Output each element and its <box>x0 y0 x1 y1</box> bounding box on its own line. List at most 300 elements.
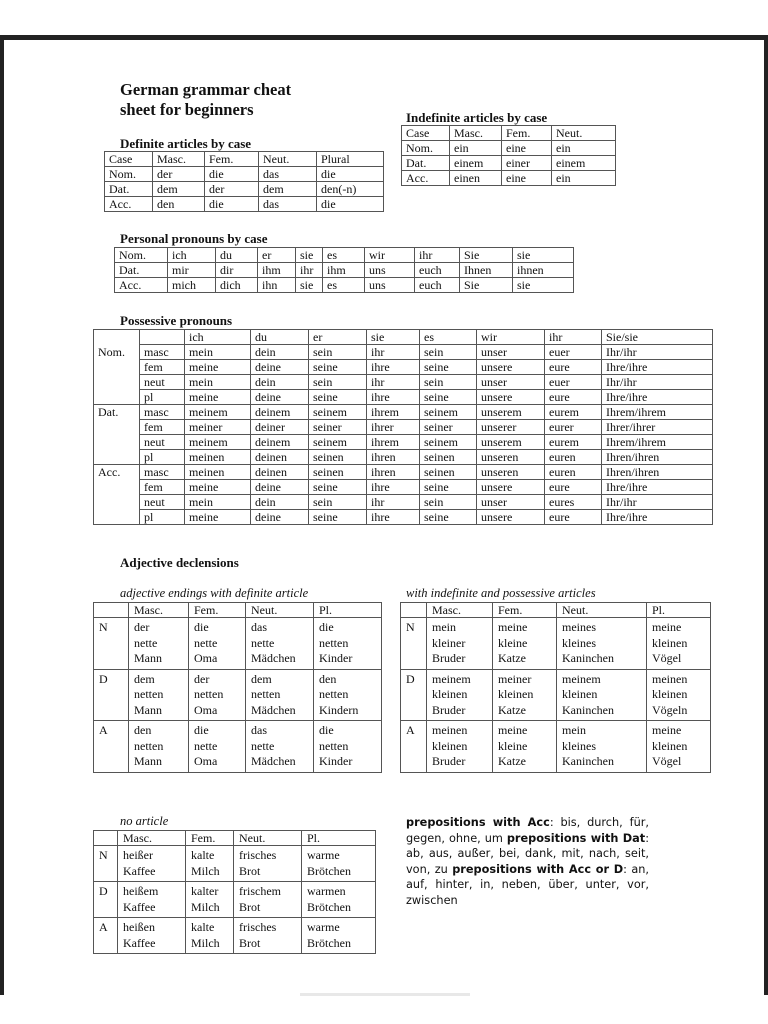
table-cell: Neut. <box>259 152 317 167</box>
table-cell: eures <box>545 495 602 510</box>
prep-dat-label: prepositions with Dat <box>506 831 646 845</box>
table-row <box>402 156 616 171</box>
table-cell <box>94 435 140 450</box>
table-cell: pl <box>140 450 185 465</box>
table-cell: euch <box>415 278 460 293</box>
table-cell <box>186 918 234 954</box>
table-cell: Fem. <box>502 126 552 141</box>
table-cell: Masc. <box>118 831 186 846</box>
personal-pronouns-table <box>114 247 574 293</box>
table-cell: seinen <box>309 450 367 465</box>
declension-word: kleinen <box>498 687 534 701</box>
table-cell: Acc. <box>115 278 168 293</box>
case-label: A <box>401 721 427 773</box>
table-cell <box>94 330 140 345</box>
table-cell: Ihr/ihr <box>602 345 713 360</box>
declension-word: Katze <box>498 651 526 665</box>
table-cell: sein <box>309 375 367 390</box>
table-cell <box>118 846 186 882</box>
table-cell <box>557 618 647 670</box>
table-cell: dem <box>259 182 317 197</box>
declension-word: kleinen <box>652 635 688 650</box>
declension-word: warme <box>307 848 340 862</box>
table-cell: Neut. <box>234 831 302 846</box>
declension-word: Oma <box>194 651 218 665</box>
declension-word: die <box>194 620 209 634</box>
table-cell: eure <box>545 360 602 375</box>
table-cell: sein <box>309 345 367 360</box>
table-cell: Ihre/ihre <box>602 480 713 495</box>
table-cell: Ihr/ihr <box>602 375 713 390</box>
table-row <box>401 721 711 773</box>
table-cell: ihre <box>367 480 420 495</box>
table-cell <box>246 669 314 721</box>
table-cell: neut <box>140 495 185 510</box>
table-cell: die <box>205 197 259 212</box>
table-cell: Ihren/ihren <box>602 465 713 480</box>
table-cell <box>314 721 382 773</box>
table-cell <box>234 882 302 918</box>
table-cell: unser <box>477 345 545 360</box>
declension-word: kalte <box>191 848 215 862</box>
table-cell: ihn <box>258 278 296 293</box>
declension-word: kleine <box>498 738 528 753</box>
table-cell: ihrem <box>367 405 420 420</box>
table-row <box>105 182 384 197</box>
table-cell: masc <box>140 405 185 420</box>
table-cell: ihm <box>258 263 296 278</box>
table-cell <box>302 882 376 918</box>
prep-accd-text: : an, auf, hinter, in, neben, über, unter, vor, zwischen <box>406 862 650 907</box>
table-cell: einer <box>502 156 552 171</box>
declension-word: Kaninchen <box>562 754 614 768</box>
table-cell: meiner <box>185 420 251 435</box>
declension-word: netten <box>134 738 164 753</box>
declension-word: Mädchen <box>251 651 296 665</box>
table-cell: seiner <box>420 420 477 435</box>
table-cell: mir <box>168 263 216 278</box>
table-cell: Sie <box>460 278 513 293</box>
table-cell: Ihre/ihre <box>602 390 713 405</box>
table-cell: sie <box>367 330 420 345</box>
table-cell <box>647 618 711 670</box>
prep-dat-text: : ab, aus, außer, bei, dank, mit, nach, seit, von, zu <box>406 831 649 876</box>
declension-word: nette <box>251 635 275 650</box>
table-cell: seine <box>420 360 477 375</box>
table-cell: pl <box>140 510 185 525</box>
table-cell <box>493 721 557 773</box>
declension-word: kleines <box>562 635 596 650</box>
table-row <box>94 721 382 773</box>
table-cell <box>129 669 189 721</box>
table-cell <box>246 618 314 670</box>
table-cell <box>401 603 427 618</box>
table-cell <box>557 669 647 721</box>
declension-word: Katze <box>498 754 526 768</box>
table-cell: meine <box>185 510 251 525</box>
table-cell: euer <box>545 345 602 360</box>
table-cell: pl <box>140 390 185 405</box>
declension-word: meines <box>562 620 596 634</box>
table-cell: meinen <box>185 450 251 465</box>
page-scroll-mark <box>300 993 470 996</box>
table-cell: Pl. <box>302 831 376 846</box>
table-cell: unsere <box>477 390 545 405</box>
table-cell: Dat. <box>115 263 168 278</box>
table-cell: Masc. <box>153 152 205 167</box>
table-cell <box>427 618 493 670</box>
declension-word: Mädchen <box>251 702 296 717</box>
table-row <box>94 465 713 480</box>
personal-pronouns-heading: Personal pronouns by case <box>120 231 268 246</box>
table-cell <box>94 420 140 435</box>
declension-word: kleiner <box>432 635 466 650</box>
table-cell: meine <box>185 390 251 405</box>
table-cell: neut <box>140 435 185 450</box>
declension-word: Milch <box>191 863 220 878</box>
table-cell: unseren <box>477 450 545 465</box>
declension-word: nette <box>194 738 218 753</box>
table-row <box>94 669 382 721</box>
table-cell: seine <box>420 510 477 525</box>
table-cell: es <box>323 278 365 293</box>
declension-word: Vögel <box>652 651 682 665</box>
table-row <box>115 278 574 293</box>
table-cell: Nom. <box>115 248 168 263</box>
table-cell: seine <box>309 510 367 525</box>
table-cell: die <box>317 167 384 182</box>
table-row <box>94 510 713 525</box>
table-cell: dein <box>251 495 309 510</box>
table-cell: einem <box>552 156 616 171</box>
declension-word: Oma <box>194 754 218 768</box>
declension-word: Brötchen <box>307 899 351 914</box>
declension-word: Kaffee <box>123 935 156 950</box>
table-cell: einem <box>450 156 502 171</box>
table-cell: ihren <box>367 465 420 480</box>
table-cell: mein <box>185 375 251 390</box>
prep-acc-label: prepositions with Acc <box>406 816 550 829</box>
table-cell <box>493 618 557 670</box>
table-cell: Acc. <box>402 171 450 186</box>
table-row <box>94 420 713 435</box>
table-cell: ein <box>450 141 502 156</box>
declension-word: kalter <box>191 884 219 898</box>
table-cell <box>647 721 711 773</box>
table-cell <box>94 603 129 618</box>
table-cell: dem <box>153 182 205 197</box>
declension-word: Kaffee <box>123 899 156 914</box>
table-cell: deinen <box>251 465 309 480</box>
table-cell <box>94 360 140 375</box>
table-header-row <box>94 831 376 846</box>
bottom-area <box>0 995 768 1024</box>
table-cell: eurem <box>545 405 602 420</box>
table-cell: unser <box>477 375 545 390</box>
declension-word: die <box>319 620 334 634</box>
table-cell: euer <box>545 375 602 390</box>
declension-word: das <box>251 723 267 737</box>
table-cell: seine <box>309 480 367 495</box>
declension-word: heißen <box>123 920 155 934</box>
definite-articles-heading: Definite articles by case <box>120 136 252 151</box>
table-cell: fem <box>140 480 185 495</box>
table-cell: ihr <box>545 330 602 345</box>
table-cell: eure <box>545 480 602 495</box>
table-cell: eine <box>502 171 552 186</box>
declension-word: frisches <box>239 848 277 862</box>
table-row <box>94 390 713 405</box>
declension-word: Bruder <box>432 754 466 768</box>
table-cell <box>140 330 185 345</box>
top-bar <box>0 0 768 35</box>
table-header-row <box>105 152 384 167</box>
table-cell: Fem. <box>493 603 557 618</box>
table-cell <box>94 510 140 525</box>
declension-word: Mann <box>134 651 162 665</box>
table-cell: die <box>205 167 259 182</box>
case-label: N <box>94 846 118 882</box>
table-cell: ich <box>168 248 216 263</box>
table-cell <box>118 918 186 954</box>
table-cell: unseren <box>477 465 545 480</box>
table-cell <box>94 375 140 390</box>
table-row <box>94 618 382 670</box>
declension-word: netten <box>319 738 349 753</box>
possessive-pronouns-table <box>93 329 713 525</box>
table-cell: wir <box>365 248 415 263</box>
title-line-2: sheet for beginners <box>120 100 254 119</box>
declension-word: meine <box>652 723 682 737</box>
table-cell: das <box>259 197 317 212</box>
table-cell: er <box>309 330 367 345</box>
declension-word: kleinen <box>562 687 598 701</box>
adj-indefinite-caption: with indefinite and possessive articles <box>406 586 596 600</box>
declension-word: der <box>134 620 150 634</box>
declension-word: Milch <box>191 935 220 950</box>
declension-word: meinem <box>432 671 471 686</box>
table-cell: seinem <box>309 405 367 420</box>
page-edge-right <box>764 35 768 995</box>
declension-word: meinen <box>652 671 688 686</box>
table-cell: meine <box>185 480 251 495</box>
table-cell: Nom. <box>94 345 140 360</box>
table-row <box>401 669 711 721</box>
table-cell: Masc. <box>129 603 189 618</box>
declension-word: nette <box>194 635 218 650</box>
table-cell: dich <box>216 278 258 293</box>
table-row <box>115 248 574 263</box>
table-cell <box>557 721 647 773</box>
table-cell <box>234 918 302 954</box>
table-cell: Nom. <box>105 167 153 182</box>
declension-word: kleinen <box>432 687 468 701</box>
table-row <box>401 618 711 670</box>
table-cell: ein <box>552 141 616 156</box>
table-cell: meine <box>185 360 251 375</box>
table-cell <box>94 480 140 495</box>
table-row <box>94 495 713 510</box>
declension-word: Milch <box>191 899 220 914</box>
table-cell <box>427 721 493 773</box>
table-cell: unser <box>477 495 545 510</box>
table-cell: mein <box>185 495 251 510</box>
table-cell: es <box>323 248 365 263</box>
table-row <box>94 360 713 375</box>
table-cell: ihr <box>367 495 420 510</box>
table-cell: wir <box>477 330 545 345</box>
table-cell: Fem. <box>205 152 259 167</box>
table-cell: seine <box>309 390 367 405</box>
table-cell: deine <box>251 480 309 495</box>
table-cell: seinen <box>309 465 367 480</box>
table-cell: sie <box>296 278 323 293</box>
declension-word: meine <box>498 620 528 634</box>
table-cell: dein <box>251 345 309 360</box>
table-cell: neut <box>140 375 185 390</box>
table-cell: seinem <box>309 435 367 450</box>
table-cell: seinem <box>420 405 477 420</box>
table-cell: ihrer <box>367 420 420 435</box>
table-cell: eure <box>545 510 602 525</box>
table-cell: Sie/sie <box>602 330 713 345</box>
declension-word: Oma <box>194 702 218 717</box>
table-cell: ihr <box>367 345 420 360</box>
table-cell: euch <box>415 263 460 278</box>
case-label: N <box>401 618 427 670</box>
table-cell: Fem. <box>186 831 234 846</box>
table-cell <box>118 882 186 918</box>
declension-word: Kaninchen <box>562 651 614 665</box>
declension-word: kleine <box>498 635 528 650</box>
table-cell: Masc. <box>427 603 493 618</box>
declension-word: frisches <box>239 920 277 934</box>
table-cell: der <box>153 167 205 182</box>
case-label: D <box>401 669 427 721</box>
table-cell: sein <box>309 495 367 510</box>
adjective-definite-table <box>93 602 382 773</box>
table-cell: Ihre/ihre <box>602 510 713 525</box>
table-row <box>105 197 384 212</box>
table-cell: seinem <box>420 435 477 450</box>
table-cell: Acc. <box>105 197 153 212</box>
table-cell: dir <box>216 263 258 278</box>
table-cell: einen <box>450 171 502 186</box>
definite-articles-table <box>104 151 384 212</box>
table-cell: mein <box>185 345 251 360</box>
possessive-pronouns-heading: Possessive pronouns <box>120 313 233 328</box>
table-cell: Case <box>402 126 450 141</box>
table-row <box>94 450 713 465</box>
declension-word: dem <box>251 671 272 686</box>
table-cell: deinem <box>251 405 309 420</box>
table-cell: sie <box>513 278 574 293</box>
table-cell: deine <box>251 390 309 405</box>
table-cell: ihm <box>323 263 365 278</box>
table-cell <box>189 618 246 670</box>
table-cell: eure <box>545 390 602 405</box>
table-cell: seiner <box>309 420 367 435</box>
table-cell: deinem <box>251 435 309 450</box>
table-cell <box>129 721 189 773</box>
table-cell <box>186 846 234 882</box>
declension-word: den <box>319 671 337 686</box>
table-cell <box>94 390 140 405</box>
declension-word: Mann <box>134 754 162 768</box>
table-header-row <box>94 603 382 618</box>
table-row <box>94 918 376 954</box>
prepositions-text <box>406 815 649 908</box>
table-cell: unserer <box>477 420 545 435</box>
table-cell: meinem <box>185 405 251 420</box>
table-cell: ihr <box>296 263 323 278</box>
table-cell <box>427 669 493 721</box>
declension-word: Mann <box>134 702 162 717</box>
table-cell: sein <box>420 495 477 510</box>
table-cell: unserem <box>477 435 545 450</box>
table-cell <box>189 721 246 773</box>
table-cell: Sie <box>460 248 513 263</box>
table-cell <box>94 831 118 846</box>
table-cell: eurer <box>545 420 602 435</box>
table-row <box>115 263 574 278</box>
declension-word: Bruder <box>432 702 466 717</box>
table-cell: ihre <box>367 390 420 405</box>
declension-word: netten <box>251 687 281 701</box>
declension-word: der <box>194 671 210 686</box>
declension-word: meiner <box>498 671 532 686</box>
declension-word: Kindern <box>319 702 359 717</box>
table-cell <box>314 669 382 721</box>
declension-word: den <box>134 723 152 737</box>
table-cell <box>246 721 314 773</box>
declension-word: Brötchen <box>307 863 351 878</box>
table-cell: ihre <box>367 510 420 525</box>
adj-no-article-caption: no article <box>120 814 169 828</box>
table-cell: seine <box>420 390 477 405</box>
table-cell: euren <box>545 450 602 465</box>
declension-word: netten <box>319 687 349 701</box>
table-cell: euren <box>545 465 602 480</box>
case-label: N <box>94 618 129 670</box>
table-cell: deiner <box>251 420 309 435</box>
table-cell: das <box>259 167 317 182</box>
table-cell: ich <box>185 330 251 345</box>
table-cell: ihnen <box>513 263 574 278</box>
page-edge-left <box>0 35 4 995</box>
declension-word: Kinder <box>319 651 353 665</box>
table-cell: uns <box>365 278 415 293</box>
declension-word: Brötchen <box>307 935 351 950</box>
declension-word: Katze <box>498 702 526 717</box>
table-cell: Ihren/ihren <box>602 450 713 465</box>
declension-word: Kaffee <box>123 863 156 878</box>
indefinite-articles-heading: Indefinite articles by case <box>406 110 548 125</box>
table-cell: Case <box>105 152 153 167</box>
table-cell <box>493 669 557 721</box>
declension-word: netten <box>319 635 349 650</box>
declension-word: meine <box>498 723 528 737</box>
declension-word: warme <box>307 920 340 934</box>
table-cell: Ihrem/ihrem <box>602 405 713 420</box>
table-cell: deine <box>251 360 309 375</box>
table-cell: seine <box>420 480 477 495</box>
page-title <box>120 80 291 120</box>
table-header-row <box>94 330 713 345</box>
table-cell: deinen <box>251 450 309 465</box>
declension-word: kalte <box>191 920 215 934</box>
table-cell: Pl. <box>314 603 382 618</box>
